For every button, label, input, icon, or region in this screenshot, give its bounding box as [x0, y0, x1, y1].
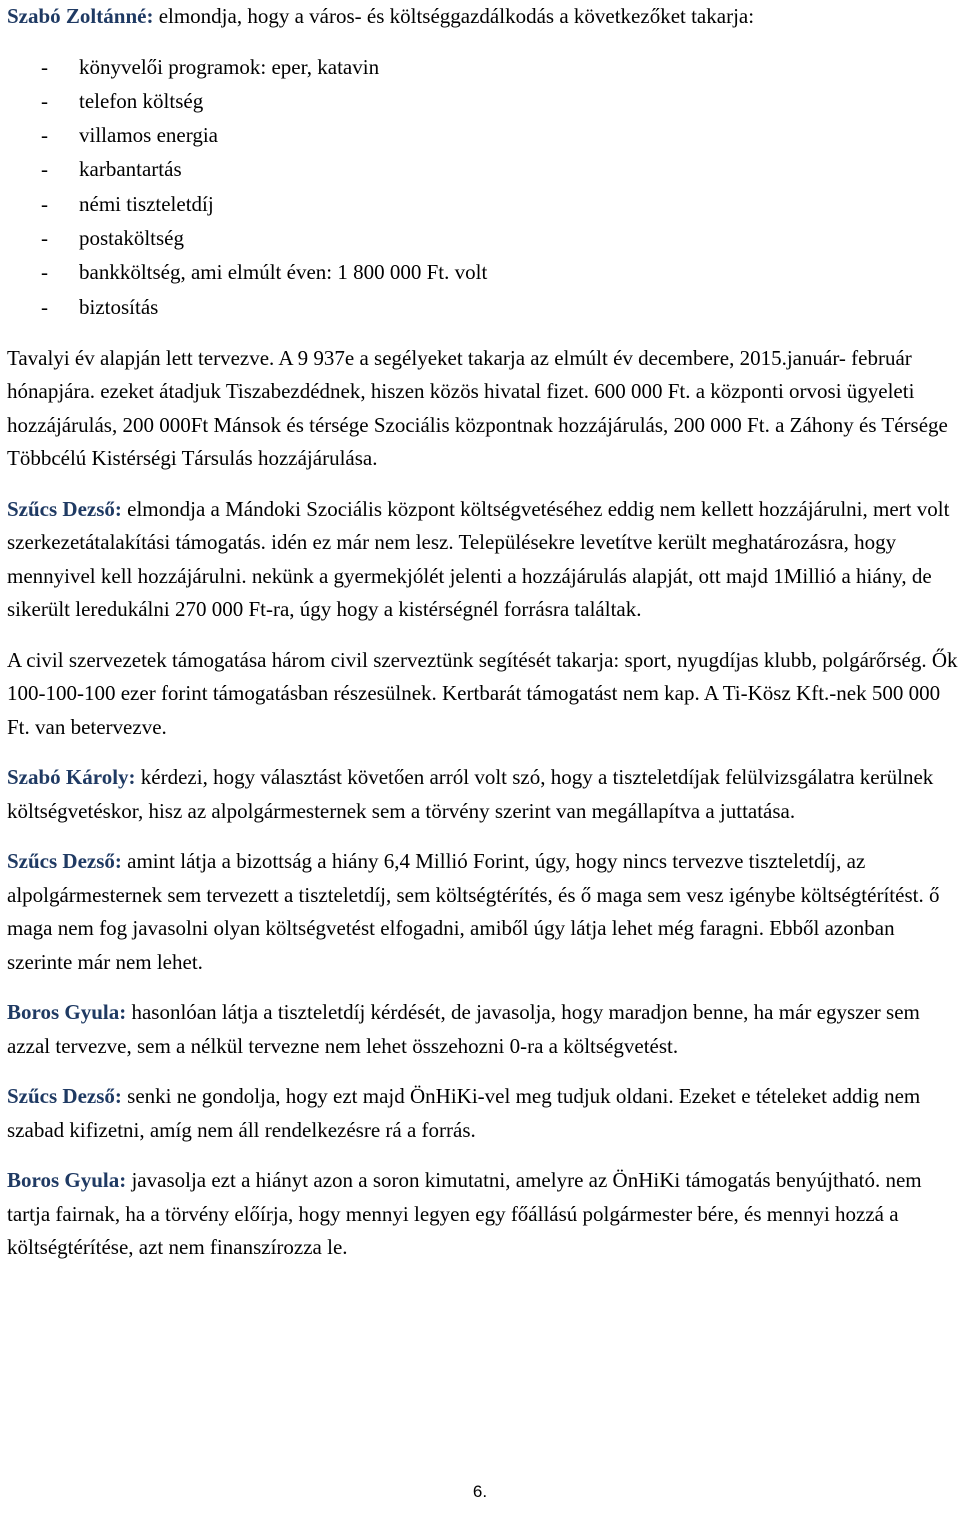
paragraph-text: elmondja, hogy a város- és költséggazdálkodás a következőket takarja: — [153, 4, 755, 28]
speaker-name: Szűcs Dezső: — [7, 1084, 122, 1109]
speaker-name: Szabó Károly: — [7, 765, 136, 790]
dash-bullet: - — [41, 54, 48, 79]
dash-bullet: - — [41, 191, 48, 216]
page-number: 6. — [472, 1482, 488, 1501]
speaker-name: Boros Gyula: — [7, 1000, 127, 1025]
paragraph-boros-1: Boros Gyula: hasonlóan látja a tiszteletdíj kérdését, de javasolja, hogy maradjon benne, ha már egyszer sem azzal tervezve, sem a nélkül tervezne nem lehet összehozni 0-ra a költségvetést. — [7, 1000, 920, 1058]
list-item: - villamos energia — [7, 119, 960, 153]
speaker-name: Szűcs Dezső: — [7, 849, 122, 874]
paragraph-szucs-3: Szűcs Dezső: senki ne gondolja, hogy ezt majd ÖnHiKi-vel meg tudjuk oldani. Ezeket e tételeket addig nem szabad kifizetni, amíg nem áll rendelkezésre rá a forrás. — [7, 1084, 921, 1142]
list-item: - telefon költség — [7, 85, 960, 119]
list-item: - könyvelői programok: eper, katavin — [7, 51, 960, 85]
speaker-name: Boros Gyula: — [7, 1168, 127, 1193]
cost-items-list — [7, 51, 960, 325]
dash-bullet: - — [41, 123, 48, 148]
paragraph-szucs-1: Szűcs Dezső: elmondja a Mándoki Szociális központ költségvetéséhez eddig nem kellett hozzájárulni, mert volt szerkezetátalakítási támogatás. idén ez már nem lesz. Településekre levetítve került meghatározásra, hogy mennyivel kell hozzájárulni. nekünk a gyermekjólét jelenti a hozzájárulás alapját, ott majd 1Millió a hiány, de sikerült leredukálni 270 000 Ft-ra, úgy hogy a kistérségnél forrásra találtak. — [7, 496, 950, 622]
intro-paragraph — [7, 0, 960, 34]
speaker-name: Szabó Zoltánné: — [7, 4, 154, 28]
speaker-name: Szűcs Dezső: — [7, 496, 122, 521]
dash-bullet: - — [41, 225, 48, 250]
paragraph-budget-basis: Tavalyi év alapján lett tervezve. A 9 937e a segélyeket takarja az elmúlt év decembere, 2015.január- február hónapjára. ezeket átadjuk Tiszabezdédnek, hiszen közös hivatal fizet. 600 000 Ft. a központi orvosi ügyeleti hozzájárulás, 200 000Ft Mánsok és térsége Szociális központnak hozzájárulás, 200 000 Ft. a Záhony és Térsége Többcélú Kistérségi Társulás hozzájárulása. — [7, 345, 948, 471]
list-item: - biztosítás — [7, 291, 960, 325]
paragraph-civil: A civil szervezetek támogatása három civil szerveztünk segítését takarja: sport, nyugdíjas klubb, polgárőrség. Ők 100-100-100 ezer forint támogatásban részesülnek. Kertbarát támogatást nem kap. A Ti-Kösz Kft.-nek 500 000 Ft. van betervezve. — [7, 647, 958, 739]
paragraph-szabo-karoly: Szabó Károly: kérdezi, hogy választást követően arról volt szó, hogy a tiszteletdíjak felülvizsgálatra kerülnek költségvetéskor, hisz az alpolgármesternek sem a törvény szerint van megállapítva a juttatása. — [7, 765, 934, 823]
list-item: - bankköltség, ami elmúlt éven: 1 800 000 Ft. volt — [7, 256, 960, 290]
list-item: - karbantartás — [7, 153, 960, 187]
list-item: - postaköltség — [7, 222, 960, 256]
document-body — [7, 0, 960, 1265]
list-item: - némi tiszteletdíj — [7, 188, 960, 222]
paragraph-boros-2: Boros Gyula: javasolja ezt a hiányt azon a soron kimutatni, amelyre az ÖnHiKi támogatás benyújtható. nem tartja fairnak, ha a törvény előírja, hogy mennyi legyen egy főállású polgármester bére, és mennyi hozzá a költségtérítése, azt nem finanszírozza le. — [7, 1168, 922, 1260]
dash-bullet: - — [41, 157, 48, 182]
dash-bullet: - — [41, 260, 48, 285]
dash-bullet: - — [41, 88, 48, 113]
dash-bullet: - — [41, 294, 48, 319]
paragraph-szucs-2: Szűcs Dezső: amint látja a bizottság a hiány 6,4 Millió Forint, úgy, hogy nincs tervezve tiszteletdíj, az alpolgármesternek sem tervezett a tiszteletdíj, sem költségtérítés, és ő maga sem vesz igénybe költségtérítést. ő maga nem fog javasolni olyan költségvetést elfogadni, amiből úgy látja lehet még faragni. Ebből azonban szerinte már nem lehet. — [7, 849, 940, 974]
